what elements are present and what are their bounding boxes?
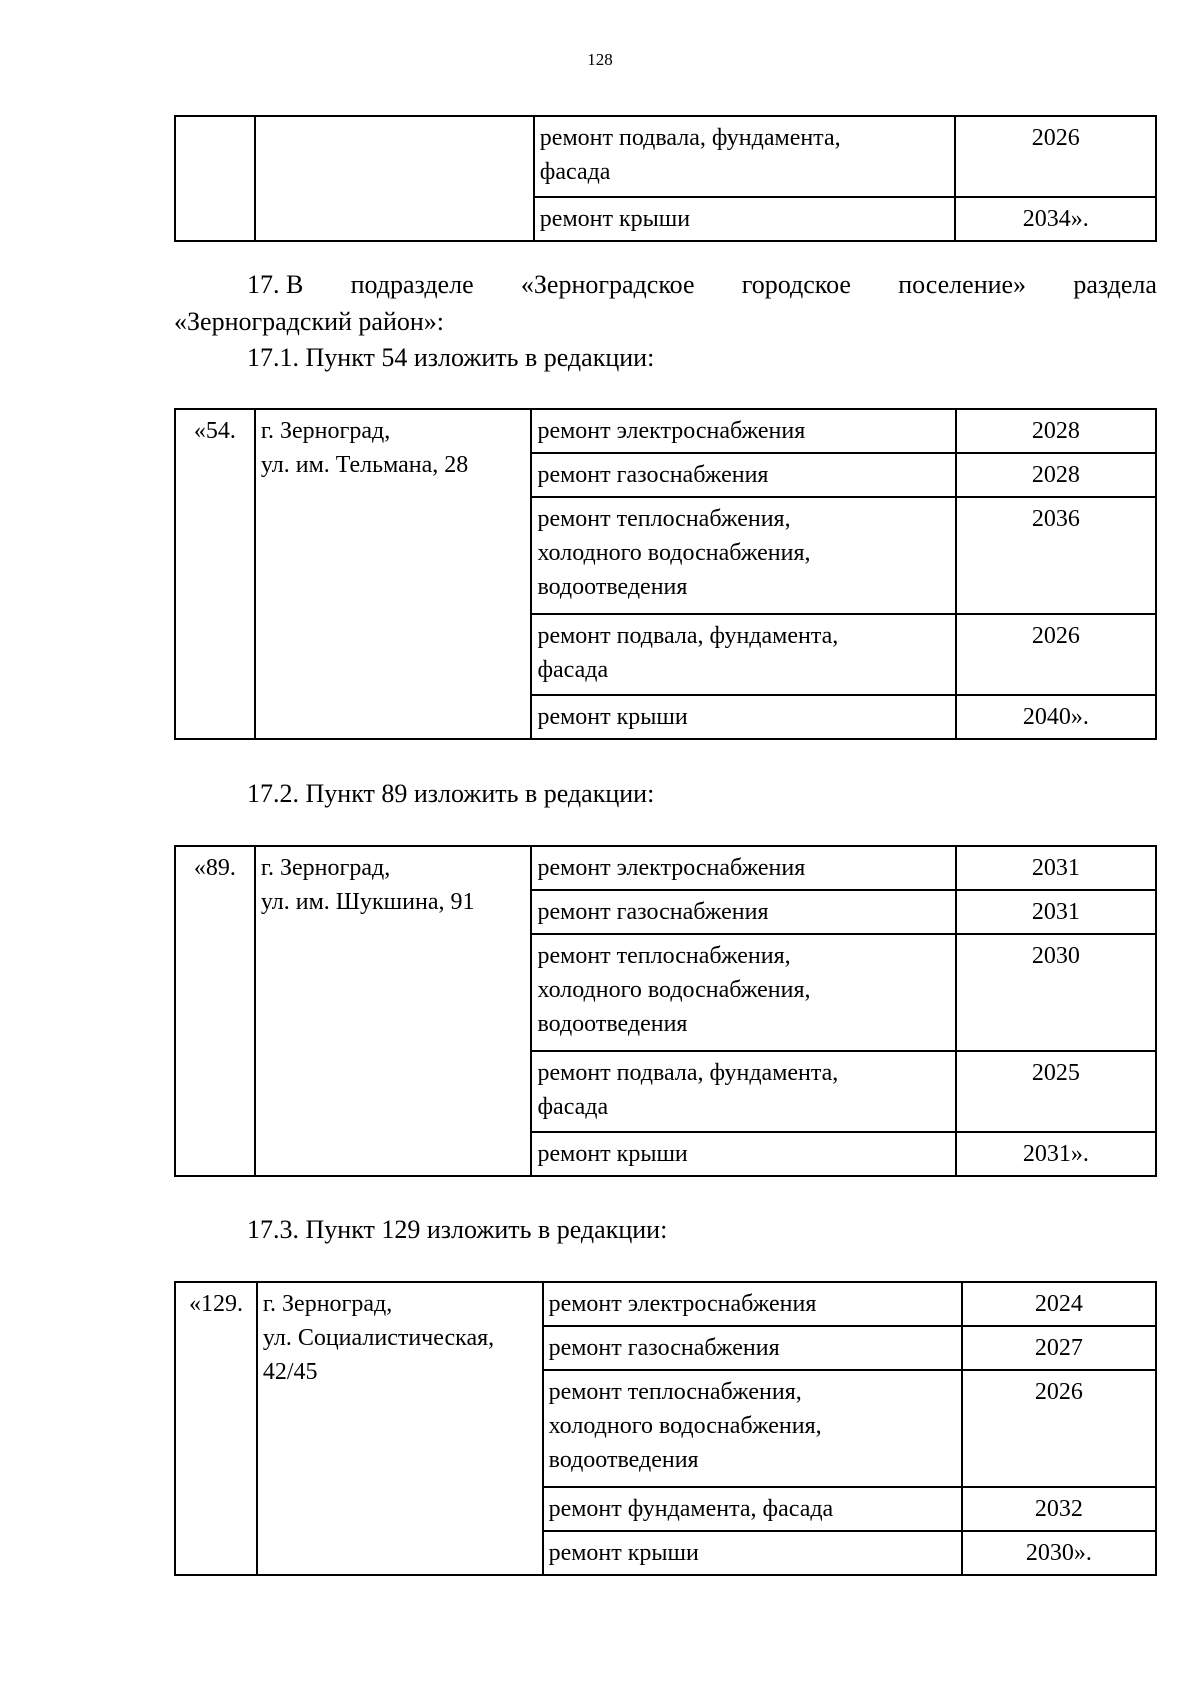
year-cell: 2024 [962, 1282, 1156, 1326]
work-type-cell [531, 934, 955, 1051]
address-cell [255, 409, 532, 739]
address-cell [257, 1282, 543, 1575]
item-89-table [174, 845, 1157, 1177]
section-17-line-2: «Зерноградский район»: [174, 307, 445, 336]
work-type-line: водоотведения [537, 1011, 688, 1037]
work-type-cell [534, 116, 956, 197]
work-type-cell [531, 614, 955, 695]
work-type-cell [543, 1531, 962, 1575]
work-type-line: ремонт электроснабжения [537, 855, 806, 881]
work-type-cell [531, 453, 955, 497]
continuation-table [174, 115, 1157, 242]
work-type-cell [543, 1370, 962, 1487]
item-number-cell: «129. [175, 1282, 257, 1575]
year-cell: 2031 [956, 890, 1156, 934]
work-type-line: ремонт крыши [539, 206, 691, 232]
work-type-line: ремонт теплоснабжения, [537, 506, 791, 532]
work-type-line: ремонт крыши [537, 1141, 688, 1167]
work-type-line: ремонт газоснабжения [537, 899, 769, 925]
item-number-cell: «54. [175, 409, 255, 739]
work-type-cell [531, 1132, 955, 1176]
year-cell: 2025 [956, 1051, 1156, 1132]
work-type-line: ремонт газоснабжения [537, 462, 769, 488]
work-type-line: ремонт электроснабжения [537, 418, 806, 444]
work-type-line: фасада [539, 159, 611, 185]
work-type-cell [531, 1051, 955, 1132]
item-129-table [174, 1281, 1157, 1576]
year-cell: 2031». [956, 1132, 1156, 1176]
address-cell [255, 116, 534, 241]
work-type-cell [531, 497, 955, 614]
work-type-line: ремонт крыши [548, 1540, 699, 1566]
year-cell: 2031 [956, 846, 1156, 890]
address-line: ул. им. Шукшина, 91 [260, 889, 475, 915]
item-17-2-text: 17.2. Пункт 89 изложить в редакции: [247, 779, 655, 808]
work-type-line: ремонт электроснабжения [548, 1291, 817, 1317]
section-17-word: раздела [1073, 270, 1157, 299]
work-type-line: водоотведения [537, 574, 688, 600]
year-cell: 2028 [956, 409, 1156, 453]
section-17-word: поселение» [898, 270, 1027, 299]
work-type-line: холодного водоснабжения, [537, 540, 811, 566]
year-cell: 2040». [956, 695, 1156, 739]
table-row [175, 1282, 1156, 1326]
year-cell: 2036 [956, 497, 1156, 614]
work-type-cell [531, 695, 955, 739]
item-number-cell [175, 116, 255, 241]
work-type-line: ремонт фундамента, фасада [548, 1496, 834, 1522]
work-type-line: водоотведения [548, 1447, 699, 1473]
work-type-line: фасада [537, 657, 609, 683]
table-row [175, 116, 1156, 197]
year-cell: 2032 [962, 1487, 1156, 1531]
work-type-cell [534, 197, 956, 241]
work-type-line: ремонт крыши [537, 704, 688, 730]
item-number-cell: «89. [175, 846, 255, 1176]
section-17-word: городское [741, 270, 851, 299]
table-row [175, 846, 1156, 890]
year-cell: 2028 [956, 453, 1156, 497]
year-cell: 2026 [962, 1370, 1156, 1487]
item-54-table [174, 408, 1157, 740]
work-type-line: ремонт подвала, фундамента, [537, 623, 839, 649]
section-17-heading [174, 266, 1157, 340]
work-type-cell [531, 409, 955, 453]
table-row [175, 409, 1156, 453]
work-type-line: холодного водоснабжения, [548, 1413, 822, 1439]
section-17-line-1 [174, 266, 1157, 303]
address-line: ул. Социалистическая, [262, 1325, 495, 1351]
year-cell: 2030». [962, 1531, 1156, 1575]
work-type-cell [543, 1282, 962, 1326]
address-cell [255, 846, 532, 1176]
address-line: г. Зерноград, [260, 418, 391, 444]
work-type-line: ремонт теплоснабжения, [548, 1379, 802, 1405]
address-line: г. Зерноград, [260, 855, 391, 881]
item-17-1-text: 17.1. Пункт 54 изложить в редакции: [247, 343, 655, 372]
work-type-cell [543, 1487, 962, 1531]
year-cell: 2027 [962, 1326, 1156, 1370]
year-cell: 2026 [956, 614, 1156, 695]
work-type-cell [531, 890, 955, 934]
work-type-line: фасада [537, 1094, 609, 1120]
year-cell: 2034». [955, 197, 1156, 241]
work-type-cell [531, 846, 955, 890]
year-cell: 2026 [955, 116, 1156, 197]
section-17-word: подразделе [350, 270, 474, 299]
item-17-3-text: 17.3. Пункт 129 изложить в редакции: [247, 1215, 668, 1244]
work-type-line: ремонт подвала, фундамента, [539, 125, 841, 151]
work-type-cell [543, 1326, 962, 1370]
work-type-line: ремонт теплоснабжения, [537, 943, 791, 969]
page-number: 128 [587, 50, 613, 69]
address-line: ул. им. Тельмана, 28 [260, 452, 469, 478]
work-type-line: ремонт подвала, фундамента, [537, 1060, 839, 1086]
section-17-word: 17. В [247, 270, 304, 299]
year-cell: 2030 [956, 934, 1156, 1051]
work-type-line: ремонт газоснабжения [548, 1335, 780, 1361]
address-line: 42/45 [262, 1359, 318, 1385]
work-type-line: холодного водоснабжения, [537, 977, 811, 1003]
address-line: г. Зерноград, [262, 1291, 393, 1317]
section-17-word: «Зерноградское [520, 270, 695, 299]
